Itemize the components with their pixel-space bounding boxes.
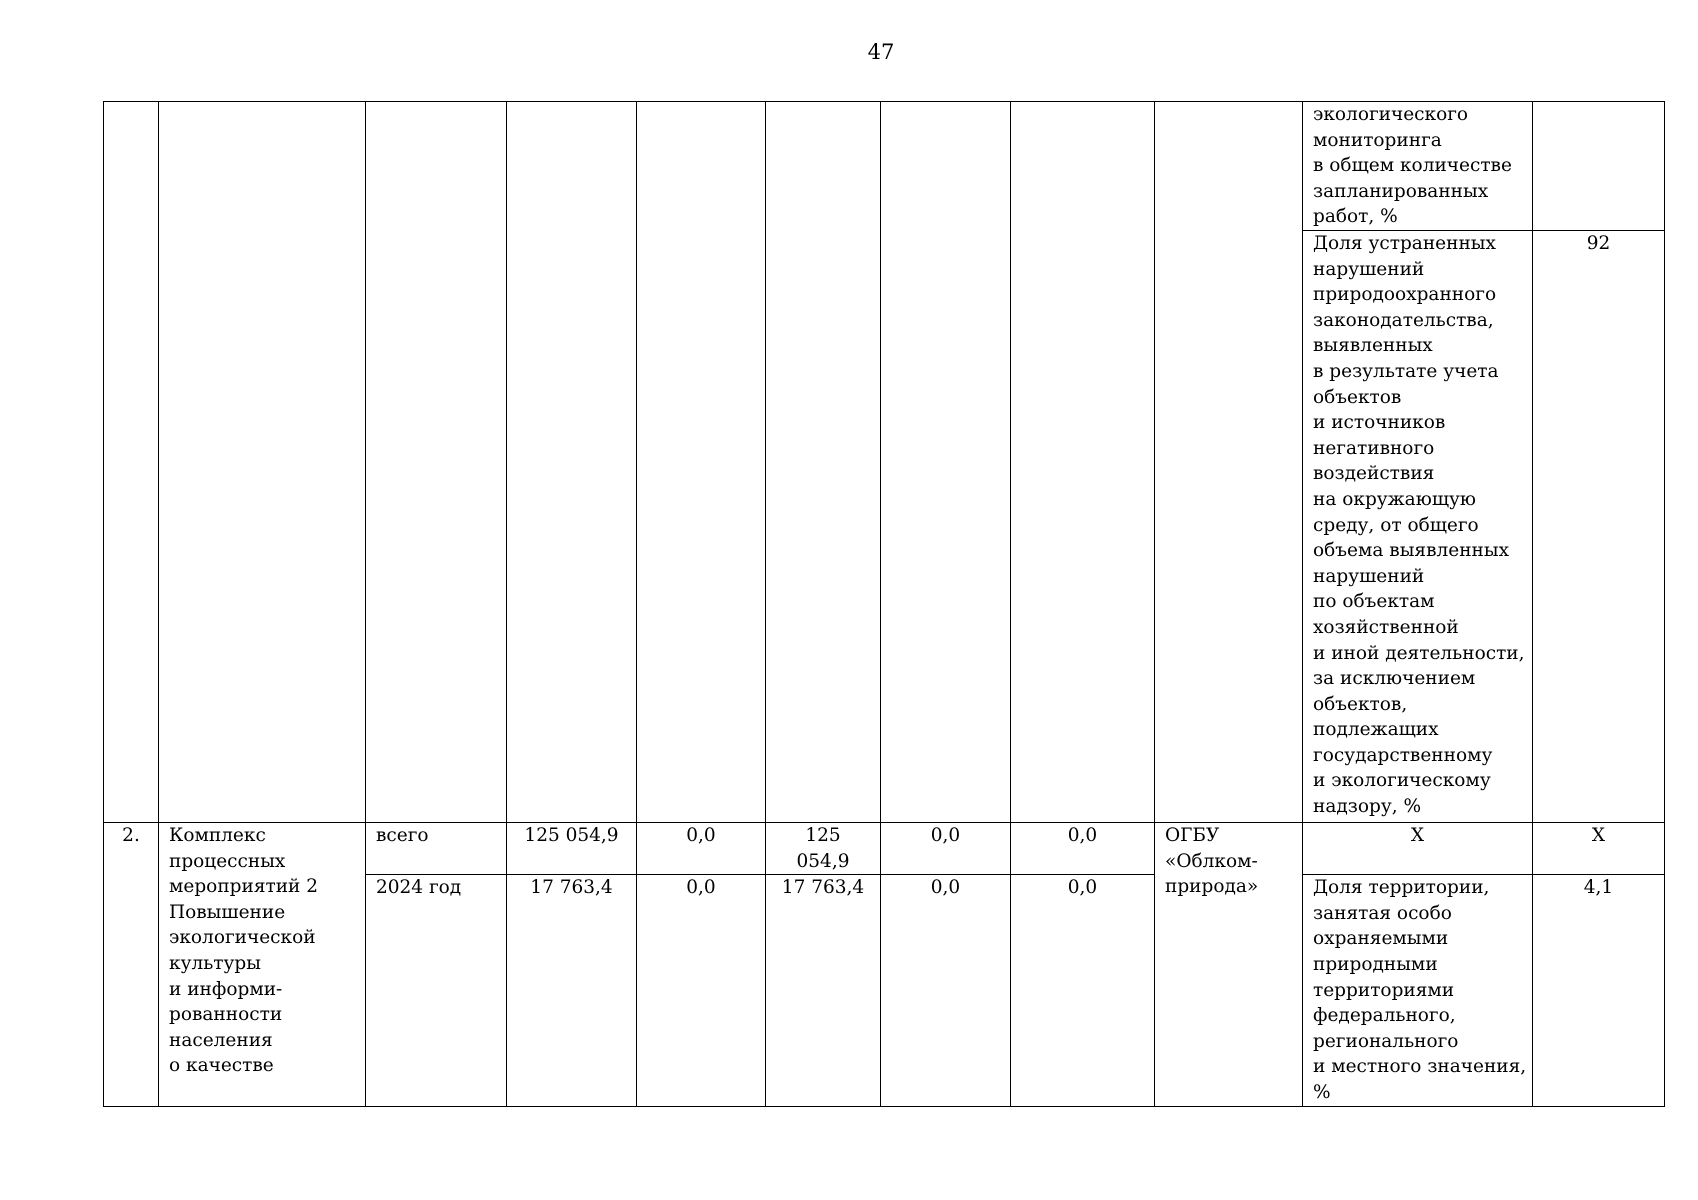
row-number: 2. [104,823,159,1107]
amount-total: 125 054,9 [507,823,637,875]
program-table [103,101,1665,1107]
cell-empty [881,102,1011,823]
cell-empty [507,102,637,823]
indicator-value-2: 92 [1533,231,1665,823]
cell-empty [1011,102,1155,823]
indicator-value-2024: 4,1 [1533,875,1665,1107]
executor: ОГБУ «Облком- природа» [1155,823,1303,1107]
indicator-name-2024: Доля территории, занятая особо охраняемыми природными территориями федерального, регионального и местного значения, % [1303,875,1533,1107]
indicator-value-1 [1533,102,1665,231]
amount-regional-2024: 17 763,4 [766,875,881,1107]
indicator-name-2: Доля устраненных нарушений природоохранного законодательства, выявленных в результате учета объектов и источников негативного воздействия на окружающую среду, от общего объема выявленных нарушений по объектам хозяйственной и иной деятельности, за исключением объектов, подлежащих государственному и экологическому надзору, % [1303,231,1533,823]
cell-empty [1155,102,1303,823]
cell-empty [159,102,366,823]
cell-empty [104,102,159,823]
indicator-name-1: экологического мониторинга в общем количестве запланированных работ, % [1303,102,1533,231]
row-2-total [104,823,1665,875]
amount-regional: 125 054,9 [766,823,881,875]
amount-municipal-2024: 0,0 [881,875,1011,1107]
period-label-total: всего [366,823,507,875]
amount-federal: 0,0 [637,823,766,875]
amount-total-2024: 17 763,4 [507,875,637,1107]
cell-empty [366,102,507,823]
page-number: 47 [867,40,895,64]
indicator-value-total: Х [1533,823,1665,875]
amount-federal-2024: 0,0 [637,875,766,1107]
row-2-name: Комплекс процессных мероприятий 2 Повышение экологической культуры и информи- рованности населения о качестве [159,823,366,1107]
amount-other: 0,0 [1011,823,1155,875]
indicator-name-total: Х [1303,823,1533,875]
continuation-row-1 [104,102,1665,231]
amount-other-2024: 0,0 [1011,875,1155,1107]
cell-empty [766,102,881,823]
cell-empty [637,102,766,823]
amount-municipal: 0,0 [881,823,1011,875]
period-label-2024: 2024 год [366,875,507,1107]
